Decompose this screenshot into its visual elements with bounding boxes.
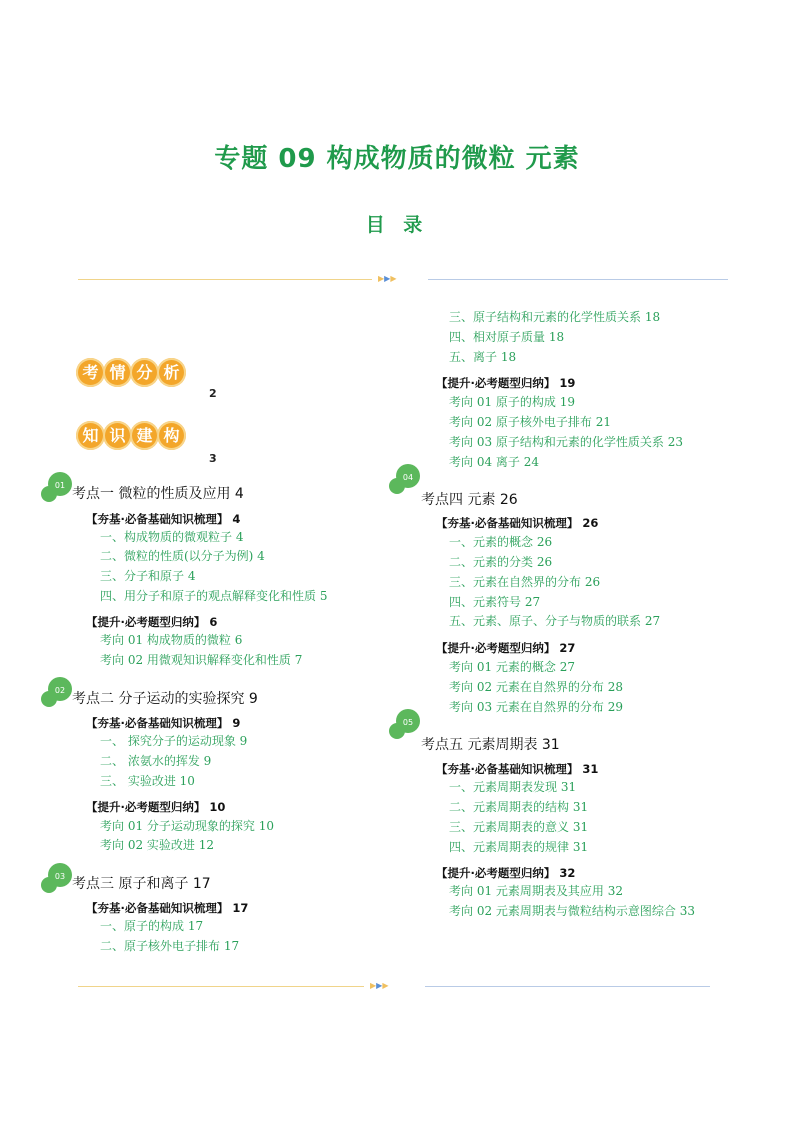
kp-number: 01 xyxy=(54,481,66,490)
toc-item[interactable]: 考向 02 用微观知识解释变化和性质 7 xyxy=(100,653,303,667)
toc-item[interactable]: 考向 01 分子运动现象的探究 10 xyxy=(100,819,274,833)
leaf-badge-icon xyxy=(40,470,74,504)
section-heading[interactable]: 【提升·必考题型归纳】 19 xyxy=(436,376,576,390)
toc-item-kp1[interactable]: 考点一 微粒的性质及应用 4 xyxy=(72,486,244,502)
toc-item[interactable]: 二、元素周期表的结构 31 xyxy=(449,800,589,814)
section-heading[interactable]: 【提升·必考题型归纳】 32 xyxy=(436,866,576,880)
toc-item[interactable]: 三、 实验改进 10 xyxy=(100,774,195,788)
toc-item[interactable]: 五、元素、原子、分子与物质的联系 27 xyxy=(449,614,661,628)
leaf-badge-icon xyxy=(388,462,422,496)
toc-item[interactable]: 四、用分子和原子的观点解释变化和性质 5 xyxy=(100,589,328,603)
toc-item[interactable]: 二、元素的分类 26 xyxy=(449,555,553,569)
section-heading[interactable]: 【夯基·必备基础知识梳理】 17 xyxy=(86,901,249,915)
toc-item[interactable]: 考向 02 原子核外电子排布 21 xyxy=(449,415,611,429)
badge-char: 析 xyxy=(157,358,186,387)
section-heading[interactable]: 【夯基·必备基础知识梳理】 31 xyxy=(436,762,599,776)
kp-number: 04 xyxy=(402,473,414,482)
toc-item[interactable]: 四、相对原子质量 18 xyxy=(449,330,565,344)
badge-page-number: 2 xyxy=(209,387,217,400)
toc-heading: 目 录 xyxy=(365,214,429,236)
toc-item[interactable]: 考向 01 构成物质的微粒 6 xyxy=(100,633,243,647)
toc-item[interactable]: 一、元素的概念 26 xyxy=(449,535,553,549)
section-heading[interactable]: 【提升·必考题型归纳】 6 xyxy=(86,615,218,629)
toc-item[interactable]: 一、元素周期表发现 31 xyxy=(449,780,577,794)
divider-line xyxy=(428,279,728,280)
toc-item[interactable]: 二、原子核外电子排布 17 xyxy=(100,939,240,953)
divider-line xyxy=(78,986,364,987)
toc-item[interactable]: 考向 01 原子的构成 19 xyxy=(449,395,575,409)
toc-item[interactable]: 考向 03 原子结构和元素的化学性质关系 23 xyxy=(449,435,683,449)
toc-item[interactable]: 一、原子的构成 17 xyxy=(100,919,204,933)
kp-number: 02 xyxy=(54,686,66,695)
badge-char: 建 xyxy=(130,421,159,450)
section-heading[interactable]: 【提升·必考题型归纳】 10 xyxy=(86,800,226,814)
badge-char: 考 xyxy=(76,358,105,387)
section-heading[interactable]: 【夯基·必备基础知识梳理】 9 xyxy=(86,716,241,730)
toc-item-kp4[interactable]: 考点四 元素 26 xyxy=(421,492,518,508)
badge-char: 分 xyxy=(130,358,159,387)
toc-item[interactable]: 考向 02 实验改进 12 xyxy=(100,838,214,852)
toc-item[interactable]: 二、微粒的性质(以分子为例) 4 xyxy=(100,549,265,563)
section-heading[interactable]: 【提升·必考题型归纳】 27 xyxy=(436,641,576,655)
section-heading[interactable]: 【夯基·必备基础知识梳理】 4 xyxy=(86,512,241,526)
toc-item[interactable]: 考向 02 元素在自然界的分布 28 xyxy=(449,680,623,694)
leaf-badge-icon xyxy=(388,707,422,741)
divider-line xyxy=(425,986,710,987)
badge-char: 知 xyxy=(76,421,105,450)
toc-item-kp2[interactable]: 考点二 分子运动的实验探究 9 xyxy=(72,691,258,707)
leaf-badge-icon xyxy=(40,861,74,895)
kp-number: 03 xyxy=(54,872,66,881)
toc-item-kp3[interactable]: 考点三 原子和离子 17 xyxy=(72,876,211,892)
divider-line xyxy=(78,279,372,280)
badge-char: 识 xyxy=(103,421,132,450)
toc-item[interactable]: 考向 01 元素周期表及其应用 32 xyxy=(449,884,623,898)
toc-item[interactable]: 一、构成物质的微观粒子 4 xyxy=(100,530,244,544)
knowledge-map-badge[interactable] xyxy=(76,420,184,450)
badge-page-number: 3 xyxy=(209,452,217,465)
toc-item[interactable]: 五、离子 18 xyxy=(449,350,517,364)
toc-item[interactable]: 考向 01 元素的概念 27 xyxy=(449,660,575,674)
toc-item[interactable]: 三、原子结构和元素的化学性质关系 18 xyxy=(449,310,661,324)
section-heading[interactable]: 【夯基·必备基础知识梳理】 26 xyxy=(436,516,599,530)
toc-item[interactable]: 一、 探究分子的运动现象 9 xyxy=(100,734,248,748)
toc-item[interactable]: 二、 浓氨水的挥发 9 xyxy=(100,754,212,768)
toc-item[interactable]: 四、元素符号 27 xyxy=(449,595,541,609)
divider-arrows-icon: ▶▶▶ xyxy=(378,274,397,283)
badge-char: 情 xyxy=(103,358,132,387)
leaf-badge-icon xyxy=(40,675,74,709)
toc-item[interactable]: 考向 03 元素在自然界的分布 29 xyxy=(449,700,623,714)
toc-item[interactable]: 考向 04 离子 24 xyxy=(449,455,539,469)
badge-char: 构 xyxy=(157,421,186,450)
toc-item[interactable]: 三、元素在自然界的分布 26 xyxy=(449,575,601,589)
page-title: 专题 09 构成物质的微粒 元素 xyxy=(214,144,580,174)
toc-item[interactable]: 考向 02 元素周期表与微粒结构示意图综合 33 xyxy=(449,904,695,918)
toc-item-kp5[interactable]: 考点五 元素周期表 31 xyxy=(421,737,560,753)
toc-item[interactable]: 四、元素周期表的规律 31 xyxy=(449,840,589,854)
toc-item[interactable]: 三、元素周期表的意义 31 xyxy=(449,820,589,834)
divider-arrows-icon: ▶▶▶ xyxy=(370,981,389,990)
exam-analysis-badge[interactable] xyxy=(76,357,184,387)
kp-number: 05 xyxy=(402,718,414,727)
toc-item[interactable]: 三、分子和原子 4 xyxy=(100,569,196,583)
